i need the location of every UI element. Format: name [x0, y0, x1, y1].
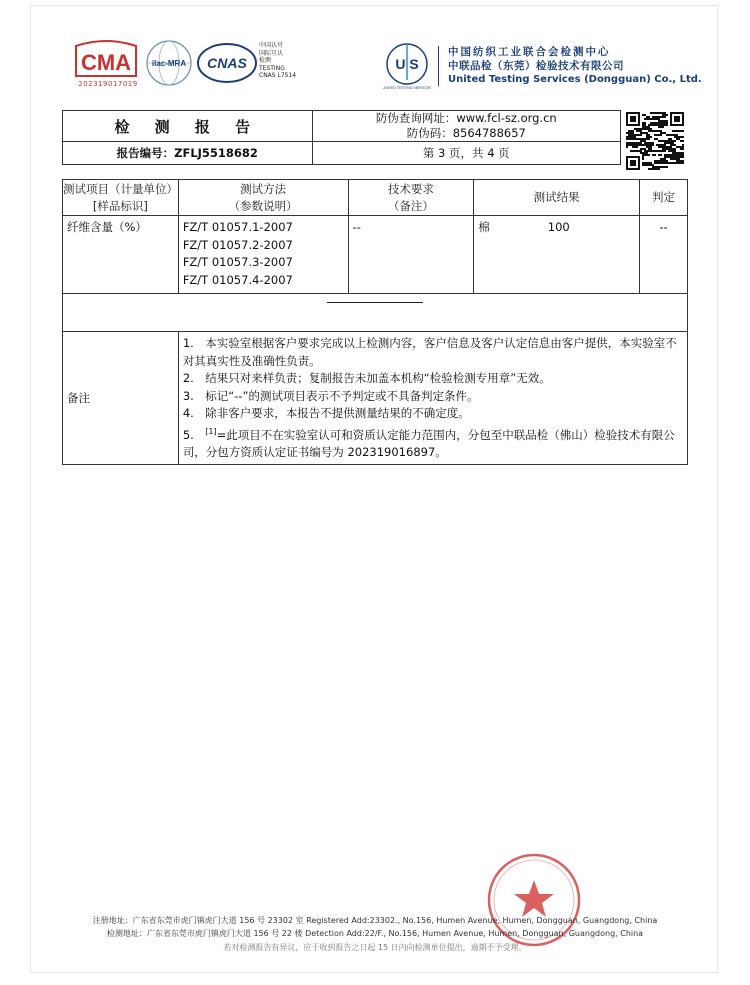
cell-item: 纤维含量（%）	[63, 216, 179, 294]
remark-item: 4. 除非客户要求，本报告不提供测量结果的不确定度。	[182, 406, 470, 420]
remark-item: 3. 标记“--”的测试项目表示不予判定或不具备判定条件。	[182, 388, 479, 403]
report-title: 检 测 报 告	[63, 111, 313, 142]
footer-detection-address: 检测地址：广东省东莞市虎门镇虎门大道 156 号 22 楼 Detection Add:22/F., No.156, Humen Avenue, Humen, Dongguan, Guangdong, China	[106, 929, 644, 938]
cell-methods: FZ/T 01057.1-2007 FZ/T 01057.2-2007 FZ/T 01057.3-2007 FZ/T 01057.4-2007	[178, 216, 348, 294]
cma-code: 202319017019	[78, 80, 138, 88]
end-separator-row	[63, 294, 688, 332]
test-results-table	[62, 179, 688, 465]
company-cn-line2: 中联品检（东莞）检验技术有限公司	[448, 60, 624, 72]
uts-logo	[383, 40, 431, 92]
company-name	[448, 45, 702, 87]
company-cn-line1: 中国纺织工业联合会检测中心	[448, 46, 611, 58]
anti-fake-site: 防伪查询网址：www.fcl-sz.org.cn	[375, 111, 557, 125]
company-en: United Testing Services (Dongguan) Co., Ltd.	[448, 74, 702, 85]
result-value: 100	[547, 220, 570, 234]
header-test-method: 测试方法 （参数说明）	[178, 180, 348, 216]
remark-item: 2. 结果只对来样负责；复制报告未加盖本机构“检验检测专用章”无效。	[182, 371, 551, 385]
cma-logo-text: CMA	[80, 50, 132, 75]
remarks-content	[178, 332, 687, 465]
cnas-logo	[196, 42, 258, 84]
header-test-item: 测试项目（计量单位） [样品标识]	[63, 180, 179, 216]
anti-fake-code: 防伪码：8564788657	[406, 126, 526, 140]
end-line	[327, 302, 423, 303]
header-result: 测试结果	[474, 180, 640, 216]
qr-code-icon	[626, 112, 684, 170]
page-info: 第 3 页，共 4 页	[312, 142, 620, 165]
uts-logo-text: U S	[395, 56, 419, 72]
header-divider	[438, 46, 439, 86]
remark-item: 5. [1]=此项目不在实验室认可和资质认定能力范围内，分包至中联品检（佛山）检验技术有限公司，分包方资质认定证书编号为 202319016897。	[182, 426, 675, 459]
cnas-logo-text: CNAS	[207, 55, 247, 71]
footer-registered-address: 注册地址：广东省东莞市虎门镇虎门大道 156 号 23302 室 Registered Add:23302., No.156, Humen Avenue, Humen, Dongguan, Guangdong, China	[92, 916, 658, 925]
cnas-accreditation-text: 中国认可 国际互认 检测 TESTING CNAS L7514	[259, 42, 297, 79]
table-row	[63, 216, 688, 294]
ilac-logo-text: ilac-MRA	[151, 59, 187, 68]
remark-item: 1. 本实验室根据客户要求完成以上检测内容，客户信息及客户认定信息由客户提供，本实验室不对其真实性及准确性负责。	[182, 336, 677, 368]
cell-result	[474, 216, 640, 294]
header-requirement: 技术要求 （备注）	[348, 180, 474, 216]
anti-fake-info	[312, 111, 620, 142]
cell-judgement: --	[640, 216, 688, 294]
report-header-table	[62, 110, 621, 165]
cell-requirement: --	[348, 216, 474, 294]
ilac-mra-logo	[144, 38, 194, 88]
result-fiber: 棉	[478, 220, 490, 234]
footer-objection-notice: 若对检测报告有异议，应于收到报告之日起 15 日内向检测单位提出，逾期不予受理。	[223, 943, 527, 952]
report-number: 报告编号：ZFLJ5518682	[63, 142, 313, 165]
remarks-label: 备注	[63, 332, 179, 465]
uts-logo-subtext: UNITED TESTING SERVICES	[383, 86, 431, 90]
header-judgement: 判定	[640, 180, 688, 216]
